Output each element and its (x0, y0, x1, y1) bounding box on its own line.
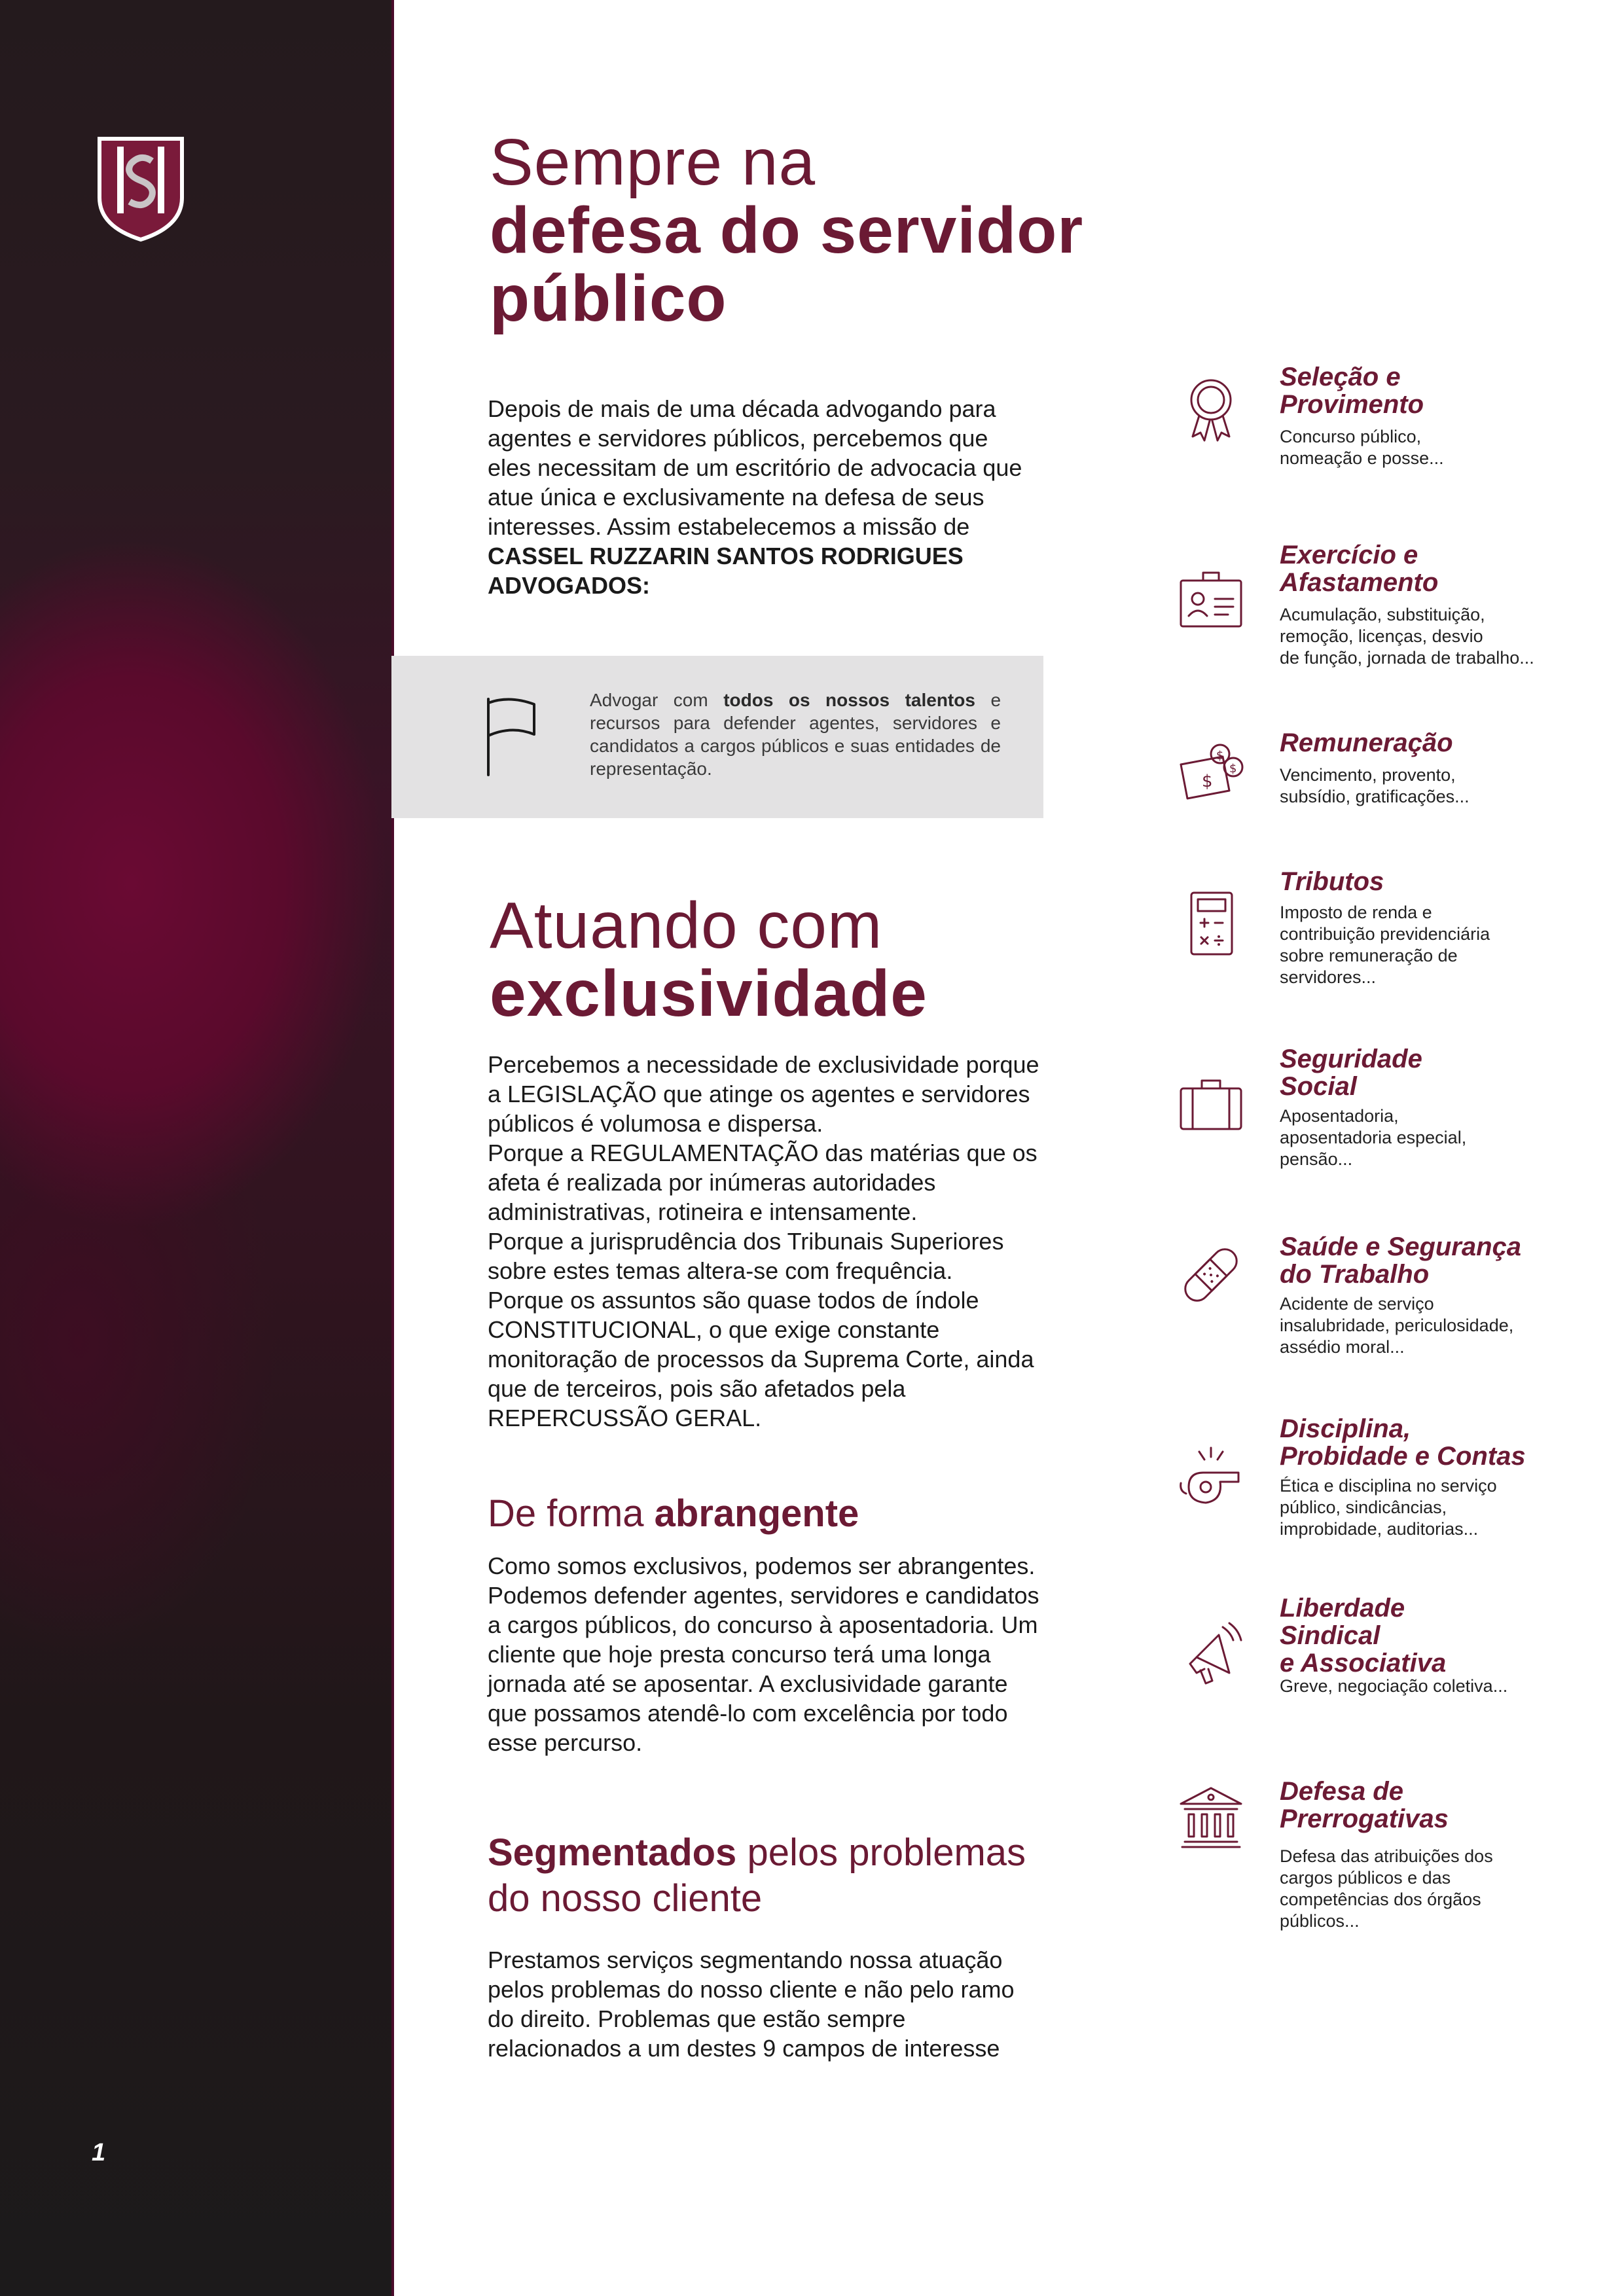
area-desc-line: cargos públicos e das (1280, 1868, 1451, 1888)
mission-highlight: todos os nossos talentos (723, 690, 975, 710)
title-light: Sempre na (490, 126, 816, 199)
firm-name-line-2: ADVOGADOS: (488, 572, 651, 599)
area-desc-line: improbidade, auditorias... (1280, 1519, 1479, 1539)
exclusivity-line: afeta é realizada por inúmeras autoridades (488, 1169, 936, 1196)
exclusivity-line: monitoração de processos da Suprema Corte, ainda (488, 1346, 1034, 1372)
area-title (1280, 868, 1587, 895)
area-title-line: Saúde e Segurança (1280, 1232, 1522, 1261)
mission-suffix: e recursos para defender agentes, servidores e candidatos a cargos públicos e suas entidades de representação. (590, 690, 1001, 779)
intro-line: interesses. Assim estabelecemos a missão de (488, 513, 970, 540)
area-desc-line: de função, jornada de trabalho... (1280, 648, 1534, 668)
shield-logo-icon (96, 135, 186, 242)
area-desc-line: públicos... (1280, 1911, 1360, 1931)
area-title-line: Remuneração (1280, 728, 1453, 757)
id-badge-icon (1177, 567, 1245, 636)
exclusivity-line: Porque os assuntos são quase todos de índole (488, 1287, 979, 1314)
whistle-icon (1177, 1444, 1245, 1512)
area-desc-line: assédio moral... (1280, 1337, 1405, 1357)
segments-paragraph (488, 1945, 1015, 2063)
area-title-line: Prerrogativas (1280, 1804, 1449, 1833)
mission-prefix: Advogar com (590, 690, 708, 710)
area-title (1280, 1415, 1587, 1470)
intro-line: Depois de mais de uma década advogando para (488, 395, 996, 422)
area-description (1280, 426, 1555, 469)
area-description (1280, 1105, 1555, 1170)
segments-title-light-1: pelos problemas (747, 1831, 1026, 1874)
svg-text:$: $ (1216, 749, 1224, 762)
area-desc-line: Vencimento, provento, (1280, 765, 1456, 785)
area-desc-line: aposentadoria especial, (1280, 1128, 1467, 1147)
area-title (1280, 1045, 1587, 1100)
sidebar-image (0, 0, 394, 2296)
area-title-line: Tributos (1280, 867, 1384, 896)
area-title-line: Liberdade (1280, 1594, 1405, 1623)
exclusivity-line: que de terceiros, pois são afetados pela (488, 1375, 906, 1402)
bandage-icon (1177, 1241, 1245, 1309)
award-ribbon-icon (1177, 375, 1245, 443)
area-title-line: Defesa de (1280, 1777, 1403, 1806)
page-title (490, 126, 1084, 335)
intro-line: agentes e servidores públicos, percebemos que (488, 425, 988, 452)
area-title (1280, 1778, 1587, 1833)
intro-paragraph (488, 394, 1022, 600)
area-title-line: Afastamento (1280, 568, 1439, 597)
scope-title-bold: abrangente (654, 1492, 859, 1535)
area-desc-line: Acumulação, substituição, (1280, 605, 1485, 624)
area-title-line: do Trabalho (1280, 1260, 1430, 1289)
title-bold-line-2: público (490, 262, 727, 335)
segments-line: Prestamos serviços segmentando nossa atuação (488, 1946, 1003, 1973)
mission-box (391, 656, 1043, 818)
exclusivity-line: CONSTITUCIONAL, o que exige constante (488, 1316, 940, 1343)
exclusivity-line: Porque a jurisprudência dos Tribunais Superiores (488, 1228, 1004, 1255)
area-desc-line: Aposentadoria, (1280, 1106, 1399, 1126)
scope-paragraph (488, 1551, 1039, 1757)
area-title-line: Social (1280, 1072, 1357, 1101)
page-number: 1 (92, 2139, 106, 2166)
exclusivity-line: a LEGISLAÇÃO que atinge os agentes e servidores (488, 1081, 1030, 1107)
area-desc-line: remoção, licenças, desvio (1280, 626, 1483, 646)
svg-text:$: $ (1229, 762, 1237, 776)
svg-text:$: $ (1202, 772, 1213, 791)
exclusivity-line: sobre estes temas altera-se com frequência. (488, 1257, 953, 1284)
area-description (1280, 902, 1555, 988)
area-title-line: Provimento (1280, 390, 1424, 419)
area-desc-line: contribuição previdenciária (1280, 924, 1490, 944)
scope-title (488, 1491, 859, 1537)
scope-line: Como somos exclusivos, podemos ser abrangentes. (488, 1552, 1036, 1579)
briefcase-icon (1177, 1071, 1245, 1139)
scope-title-light: De forma (488, 1492, 644, 1535)
area-desc-line: nomeação e posse... (1280, 448, 1444, 468)
segments-title-light-2: do nosso cliente (488, 1877, 763, 1920)
scope-line: a cargos públicos, do concurso à aposentadoria. Um (488, 1611, 1038, 1638)
area-desc-line: Acidente de serviço (1280, 1294, 1434, 1314)
area-desc-line: insalubridade, periculosidade, (1280, 1316, 1514, 1335)
scope-line: jornada até se aposentar. A exclusividade garante (488, 1670, 1008, 1697)
scope-line: cliente que hoje presta concurso terá uma longa (488, 1641, 991, 1668)
area-title-line: Seleção e (1280, 363, 1401, 391)
area-description (1280, 604, 1555, 669)
area-title-line: Disciplina, (1280, 1414, 1411, 1443)
segments-line: do direito. Problemas que estão sempre (488, 2005, 906, 2032)
exclusivity-line: REPERCUSSÃO GERAL. (488, 1405, 762, 1431)
area-title-line: Exercício e (1280, 541, 1418, 569)
megaphone-icon (1177, 1621, 1245, 1689)
segments-line: pelos problemas do nosso cliente e não pelo ramo (488, 1976, 1015, 2003)
area-description (1280, 1676, 1555, 1697)
area-title-line: Sindical (1280, 1621, 1380, 1650)
exclusivity-title (490, 891, 928, 1028)
area-desc-line: Greve, negociação coletiva... (1280, 1676, 1508, 1696)
area-title-line: e Associativa (1280, 1649, 1447, 1677)
area-title-line: Seguridade (1280, 1045, 1422, 1073)
area-description (1280, 1846, 1555, 1932)
exclusivity-paragraph (488, 1050, 1039, 1433)
areas-list (1172, 0, 1591, 2296)
exclusivity-line: Percebemos a necessidade de exclusividade porque (488, 1051, 1039, 1078)
area-description (1280, 1475, 1555, 1540)
area-desc-line: Ética e disciplina no serviço (1280, 1476, 1497, 1496)
area-desc-line: Imposto de renda e (1280, 903, 1432, 922)
area-desc-line: pensão... (1280, 1149, 1353, 1169)
area-title (1280, 363, 1587, 418)
area-description (1280, 1293, 1555, 1358)
intro-line: atue única e exclusivamente na defesa de seus (488, 484, 984, 511)
area-desc-line: público, sindicâncias, (1280, 1498, 1447, 1517)
calculator-icon (1177, 890, 1245, 958)
segments-title-bold: Segmentados (488, 1831, 737, 1874)
area-desc-line: sobre remuneração de (1280, 946, 1458, 965)
area-desc-line: subsídio, gratificações... (1280, 787, 1470, 806)
money-icon (1177, 738, 1245, 806)
mission-statement (590, 689, 1001, 780)
exclusivity-line: públicos é volumosa e dispersa. (488, 1110, 823, 1137)
intro-line: eles necessitam de um escritório de advocacia que (488, 454, 1022, 481)
segments-title (488, 1830, 1026, 1922)
area-title-line: Probidade e Contas (1280, 1442, 1526, 1471)
area-title (1280, 1594, 1587, 1677)
scope-line: Podemos defender agentes, servidores e candidatos (488, 1582, 1039, 1609)
area-desc-line: Defesa das atribuições dos (1280, 1846, 1493, 1866)
segments-line: relacionados a um destes 9 campos de interesse (488, 2035, 1000, 2062)
area-title (1280, 1233, 1587, 1288)
exclusivity-title-light: Atuando com (490, 889, 883, 962)
area-desc-line: servidores... (1280, 967, 1377, 987)
area-desc-line: Concurso público, (1280, 427, 1422, 446)
firm-name-line-1: CASSEL RUZZARIN SANTOS RODRIGUES (488, 543, 964, 569)
area-desc-line: competências dos órgãos (1280, 1890, 1481, 1909)
exclusivity-title-bold: exclusividade (490, 957, 928, 1030)
area-title (1280, 541, 1587, 596)
courthouse-icon (1177, 1783, 1245, 1851)
scope-line: que possamos atendê-lo com excelência por todo (488, 1700, 1008, 1727)
title-bold-line-1: defesa do servidor (490, 194, 1084, 267)
exclusivity-line: Porque a REGULAMENTAÇÃO das matérias que os (488, 1139, 1038, 1166)
scope-line: esse percurso. (488, 1729, 643, 1756)
exclusivity-line: administrativas, rotineira e intensamente. (488, 1198, 918, 1225)
area-title (1280, 729, 1587, 757)
area-description (1280, 764, 1555, 808)
flag-icon (483, 696, 539, 778)
